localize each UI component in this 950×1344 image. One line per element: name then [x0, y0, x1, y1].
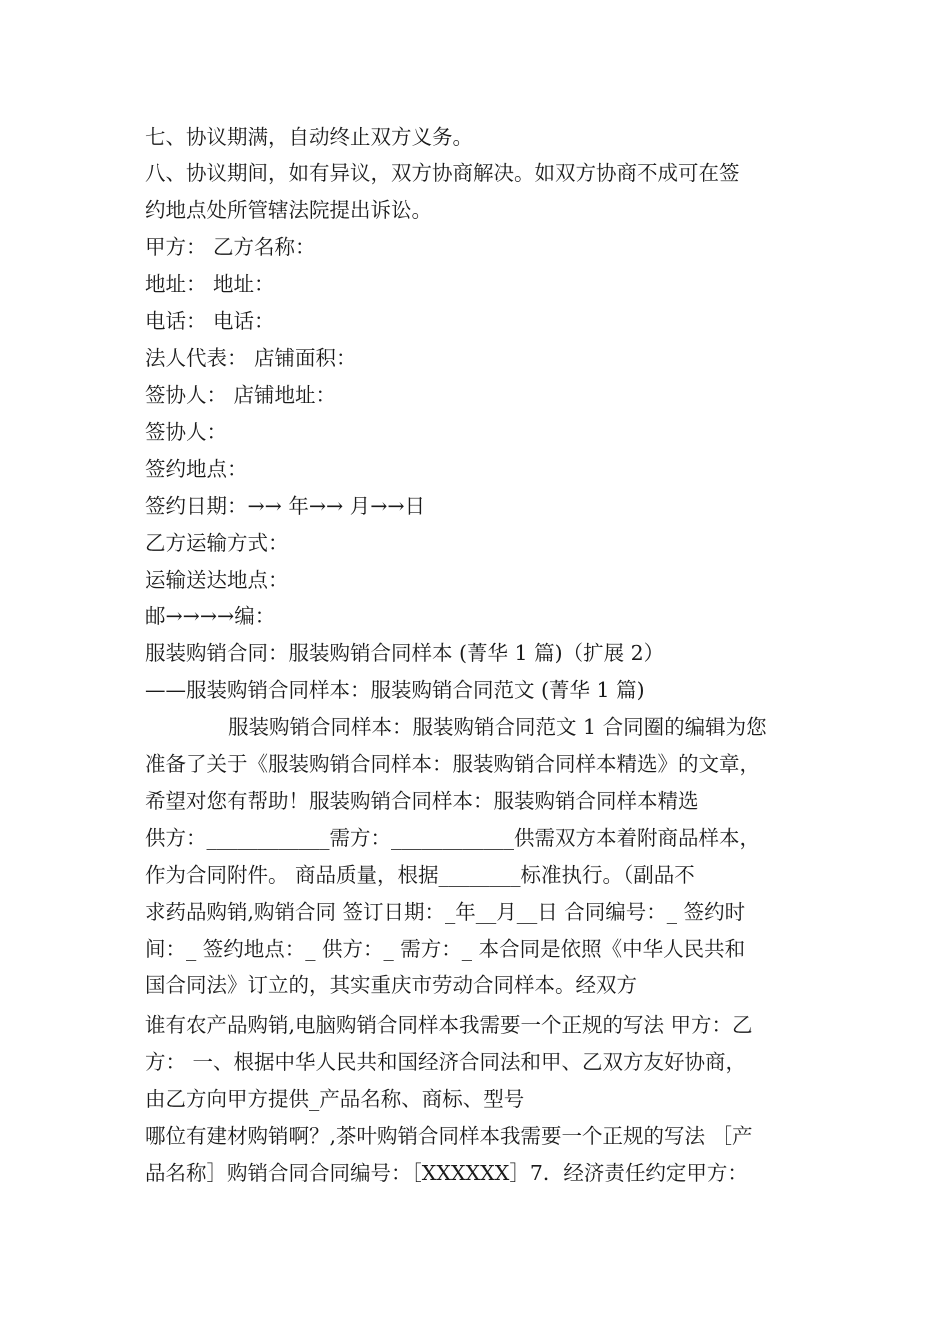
paragraph-line: 供方：____________需方：____________供需双方本着附商品样本， — [145, 826, 760, 850]
paragraph-line: 品名称］购销合同合同编号：［XXXXXX］7．经济责任约定甲方： — [145, 1161, 748, 1185]
legal-rep-store-area: 法人代表： 店铺面积： — [145, 346, 357, 370]
paragraph-line: 方： 一、根据中华人民共和国经济合同法和甲、乙双方友好协商， — [145, 1050, 747, 1074]
paragraph-line: 间：_ 签约地点：_ 供方：_ 需方：_ 本合同是依照《中华人民共和 — [145, 937, 746, 961]
clause-8: 八、协议期间，如有异议，双方协商解决。如双方协商不成可在签 — [145, 161, 740, 185]
paragraph-line: 希望对您有帮助！服装购销合同样本：服装购销合同样本精选 — [145, 789, 699, 813]
clause-7: 七、协议期满，自动终止双方义务。 — [145, 125, 473, 149]
section-heading: 服装购销合同：服装购销合同样本 (菁华 1 篇)（扩展 2） — [145, 641, 665, 665]
paragraph-line: 谁有农产品购销,电脑购销合同样本我需要一个正规的写法 甲方：乙 — [145, 1013, 753, 1037]
section-subheading: ——服装购销合同样本：服装购销合同范文 (菁华 1 篇) — [145, 678, 645, 702]
paragraph-line: 服装购销合同样本：服装购销合同范文 1 合同圈的编辑为您 — [228, 715, 767, 739]
paragraph-line: 国合同法》订立的，其实重庆市劳动合同样本。经双方 — [145, 973, 637, 997]
party-names: 甲方： 乙方名称： — [145, 235, 316, 259]
postcode: 邮→→→→编： — [145, 604, 276, 628]
party-phones: 电话： 电话： — [145, 309, 275, 333]
signer-store-address: 签协人： 店铺地址： — [145, 383, 337, 407]
paragraph-line: 准备了关于《服装购销合同样本：服装购销合同样本精选》的文章， — [145, 752, 760, 776]
paragraph-line: 由乙方向甲方提供_产品名称、商标、型号 — [145, 1087, 525, 1111]
signer-2: 签协人： — [145, 420, 227, 444]
transport-method: 乙方运输方式： — [145, 531, 289, 555]
party-addresses: 地址： 地址： — [145, 272, 275, 296]
paragraph-line: 哪位有建材购销啊？,茶叶购销合同样本我需要一个正规的写法 ［产 — [145, 1124, 753, 1148]
delivery-place: 运输送达地点： — [145, 568, 289, 592]
paragraph-line: 作为合同附件。 商品质量，根据________标准执行。（副品不 — [145, 863, 695, 887]
paragraph-line: 求药品购销,购销合同 签订日期：_年__月__日 合同编号：_ 签约时 — [145, 900, 746, 924]
signing-place: 签约地点： — [145, 457, 248, 481]
clause-8-continued: 约地点处所管辖法院提出诉讼。 — [145, 198, 432, 222]
signing-date: 签约日期：→→ 年→→ 月→→日 — [145, 494, 426, 518]
